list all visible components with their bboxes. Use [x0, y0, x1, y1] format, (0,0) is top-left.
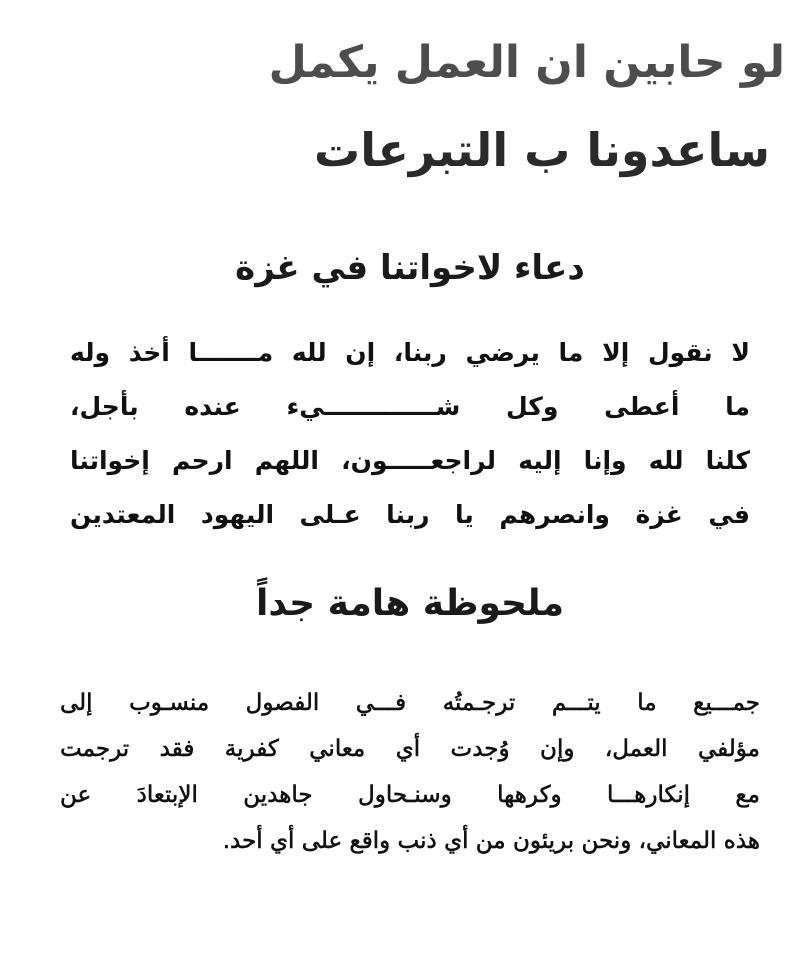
note-heading: ملحوظة هامة جداً	[256, 583, 564, 624]
note-text	[60, 680, 760, 864]
header-title-line1: لو حابين ان العمل يكمل	[268, 37, 785, 88]
prayer-heading: دعاء لاخواتنا في غزة	[235, 248, 585, 288]
prayer-line: لا نقول إلا ما يرضي ربنا، إن لله مـــــــا أخذ وله	[70, 338, 750, 367]
prayer-line: كلنا لله وإنا إليه لراجعـــــون، اللهم ارحم إخواتنا	[70, 446, 750, 475]
prayer-line: ما أعطى وكل شـــــــــــــيء عنده بأجل،	[70, 392, 750, 421]
prayer-line: في غزة وانصرهم يا ربنا عـلى اليهود المعتدين	[70, 500, 750, 529]
note-line: جمـــيع ما يتـــم ترجـمتُه فـــي الفصول منسـوب إلى	[60, 690, 760, 716]
note-line: هذه المعاني، ونحن بريئون من أي ذنب واقع على أي أحد.	[222, 828, 760, 854]
header-title-line2: ساعدونا ب التبرعات	[313, 123, 770, 177]
note-line: مع إنكارهـــا وكرهها وسنـحاول جاهدين الإبتعادَ عن	[60, 782, 760, 808]
note-line: مؤلفي العمل، وإن وُجدت أي معاني كفرية فقد ترجمت	[60, 736, 760, 762]
prayer-text	[70, 326, 750, 542]
